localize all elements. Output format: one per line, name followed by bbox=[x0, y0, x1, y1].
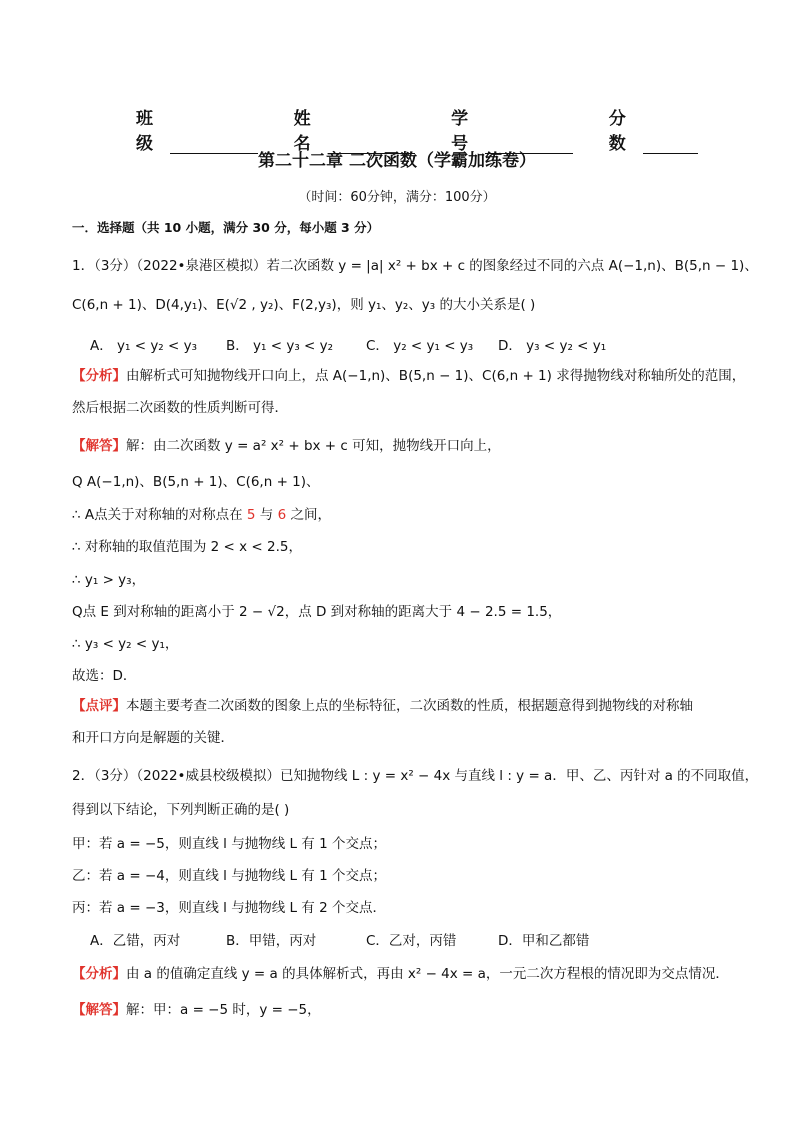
q1-answer-line-1 bbox=[72, 436, 734, 456]
q1-comment-text-1: 本题主要考查二次函数的图象上点的坐标特征，二次函数的性质，根据题意得到抛物线的对称轴 bbox=[126, 698, 693, 714]
q1-step-7: 故选：D． bbox=[72, 668, 137, 684]
q1-option-a[interactable]: A． y₁ < y₂ < y₃ bbox=[90, 338, 198, 354]
q2-option-c[interactable]: C．乙对，丙错 bbox=[366, 933, 457, 949]
q1-step-2-highlight-6: 6 bbox=[277, 507, 287, 523]
q1-step-2-highlight-5: 5 bbox=[246, 507, 256, 523]
student-id-label: 学号 bbox=[451, 109, 469, 154]
q1-stem-line-1: 1．（3分）（2022•泉港区模拟）若二次函数 y = |a| x² + bx + c 的图象经过不同的六点 A(−1,n)、B(5,n − 1)、 bbox=[72, 258, 758, 274]
q2-answer-tag: 【解答】 bbox=[72, 1002, 126, 1018]
q1-answer-tag: 【解答】 bbox=[72, 438, 126, 454]
q2-statement-jia: 甲：若 a = −5，则直线 l 与抛物线 L 有 1 个交点； bbox=[72, 836, 386, 852]
q1-step-2-text-a: ∴ A点关于对称轴的对称点在 bbox=[72, 507, 247, 523]
q1-option-d[interactable]: D． y₃ < y₂ < y₁ bbox=[498, 338, 607, 354]
q2-answer-line-1 bbox=[72, 1000, 734, 1020]
q2-statement-yi: 乙：若 a = −4，则直线 l 与抛物线 L 有 1 个交点； bbox=[72, 868, 386, 884]
q1-analysis-line-2: 然后根据二次函数的性质判断可得． bbox=[72, 400, 288, 416]
q2-analysis-text-1: 由 a 的值确定直线 y = a 的具体解析式，再由 x² − 4x = a，一元二次方程根的情况即为交点情况． bbox=[126, 966, 729, 982]
q1-stem-line-2: C(6,n + 1)、D(4,y₁)、E(√2 , y₂)、F(2,y₃)，则 y₁、y₂、y₃ 的大小关系是( ) bbox=[72, 297, 536, 313]
section-heading: 一．选择题（共 10 小题，满分 30 分，每小题 3 分） bbox=[72, 220, 380, 235]
q2-option-b[interactable]: B．甲错，丙对 bbox=[226, 933, 317, 949]
name-label: 姓名 bbox=[293, 109, 311, 154]
score-label: 分数 bbox=[608, 109, 626, 154]
q1-step-4: ∴ y₁ > y₃， bbox=[72, 572, 146, 588]
q1-step-2-text-c: 与 bbox=[255, 507, 278, 523]
q1-answer-text-1: 解：由二次函数 y = a² x² + bx + c 可知，抛物线开口向上， bbox=[126, 438, 501, 454]
q2-analysis-line-1 bbox=[72, 964, 734, 984]
q1-analysis-text-1: 由解析式可知抛物线开口向上，点 A(−1,n)、B(5,n − 1)、C(6,n + 1) 求得抛物线对称轴所处的范围， bbox=[126, 368, 746, 384]
q2-answer-text-1: 解：甲：a = −5 时，y = −5， bbox=[126, 1002, 321, 1018]
page-title: 第二十二章 二次函数（学霸加练卷） bbox=[258, 151, 536, 171]
q1-step-2 bbox=[72, 505, 734, 525]
q1-step-1: Q A(−1,n)、B(5,n + 1)、C(6,n + 1)、 bbox=[72, 474, 320, 490]
q2-option-d[interactable]: D．甲和乙都错 bbox=[498, 933, 590, 949]
q1-analysis-line-1 bbox=[72, 366, 746, 386]
q1-step-3: ∴ 对称轴的取值范围为 2 < x < 2.5， bbox=[72, 539, 303, 555]
q1-step-6: ∴ y₃ < y₂ < y₁， bbox=[72, 636, 179, 652]
class-label: 班级 bbox=[136, 109, 153, 154]
q2-analysis-tag: 【分析】 bbox=[72, 966, 126, 982]
q1-step-5: Q点 E 到对称轴的距离小于 2 − √2，点 D 到对称轴的距离大于 4 − 2.5 = 1.5， bbox=[72, 604, 562, 620]
exam-info: （时间：60分钟，满分：100分） bbox=[298, 190, 496, 205]
q2-statement-bing: 丙：若 a = −3，则直线 l 与抛物线 L 有 2 个交点． bbox=[72, 900, 386, 916]
q2-option-a[interactable]: A．乙错，丙对 bbox=[90, 933, 181, 949]
q1-option-c[interactable]: C． y₂ < y₁ < y₃ bbox=[366, 338, 474, 354]
q1-comment-tag: 【点评】 bbox=[72, 698, 126, 714]
q1-analysis-tag: 【分析】 bbox=[72, 368, 126, 384]
q2-stem-line-2: 得到以下结论，下列判断正确的是( ) bbox=[72, 802, 290, 818]
q2-stem-line-1: 2．（3分）（2022•威县校级模拟）已知抛物线 L : y = x² − 4x 与直线 l : y = a．甲、乙、丙针对 a 的不同取值， bbox=[72, 768, 759, 784]
q1-step-2-text-e: 之间， bbox=[286, 507, 331, 523]
q1-option-b[interactable]: B． y₁ < y₃ < y₂ bbox=[226, 338, 334, 354]
q1-comment-line-1 bbox=[72, 696, 734, 716]
q1-comment-line-2: 和开口方向是解题的关键． bbox=[72, 730, 234, 746]
